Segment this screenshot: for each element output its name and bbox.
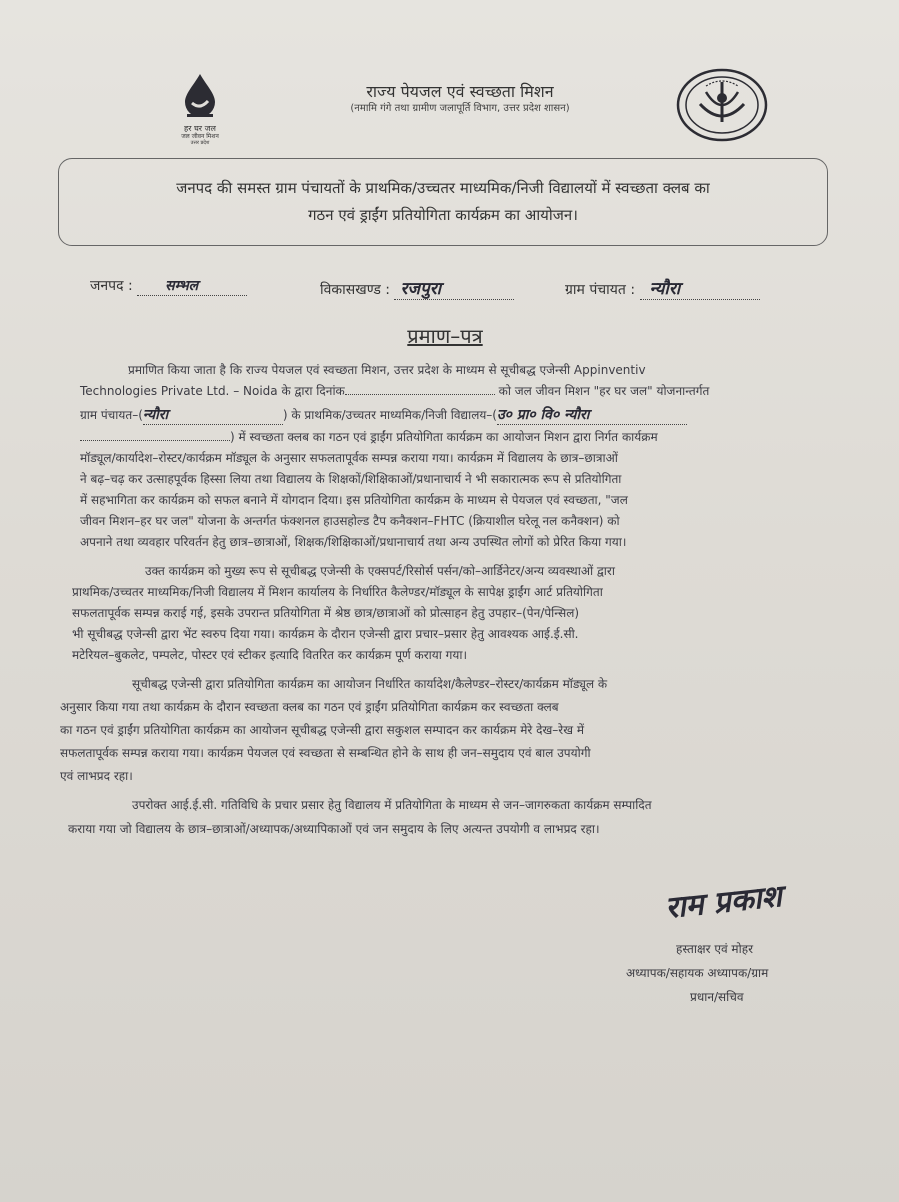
p1-gp-prefix: ग्राम पंचायत–(: [80, 408, 143, 422]
school-blank-cont: [80, 440, 230, 441]
date-blank: [345, 394, 495, 395]
block-value: रजपुरा: [400, 279, 442, 299]
logo-left-text: हर घर जल: [184, 124, 216, 133]
p1-gp-suffix: ) के प्राथमिक/उच्चतर माध्यमिक/निजी विद्यालय–(: [282, 408, 497, 422]
subject-box: [58, 158, 828, 246]
handwritten-signature: राम प्रकाश: [663, 878, 784, 926]
p3-line-2: अनुसार किया गया तथा कार्यक्रम के दौरान स्वच्छता क्लब का गठन एवं ड्राईंग प्रतियोगिता कार्यक्रम कर स्वच्छता क्लब: [60, 700, 559, 714]
p2-line-3: सफलतापूर्वक सम्पन्न कराई गई, इसके उपरान्त प्रतियोगिता में श्रेष्ठ छात्र/छात्राओं को प्रोत्साहन हेतु उपहार–(पेन/पेन्सिल): [72, 606, 580, 620]
p1-line-5: मॉड्यूल/कार्यादेश–रोस्टर/कार्यक्रम मॉड्यूल के अनुसार सफलतापूर्वक सम्पन्न कराया गया। कार्यक्रम में विद्यालय के छात्र–छात्राओं: [80, 451, 618, 465]
p4-line-2: कराया गया जो विद्यालय के छात्र–छात्राओं/अध्यापक/अध्यापिकाओं एवं जन समुदाय के लिए अत्यन्त उपयोगी व लाभप्रद रहा।: [68, 822, 600, 836]
p1-school-value: उ० प्रा० वि० न्यौरा: [496, 407, 590, 423]
district-value-line: [137, 276, 247, 296]
header-title: राज्य पेयजल एवं स्वच्छता मिशन: [366, 82, 554, 101]
p2-line-1: उक्त कार्यक्रम को मुख्य रूप से सूचीबद्ध एजेन्सी के एक्सपर्ट/रिसोर्स पर्सन/को–आर्डिनेटर/अन्य व्यवस्थाओं द्वारा: [145, 564, 615, 578]
p3-line-3: का गठन एवं ड्राईंग प्रतियोगिता कार्यक्रम का आयोजन सूचीबद्ध एजेन्सी द्वारा सकुशल सम्पादन कर कार्यक्रम मेरे देख–रेख में: [60, 723, 585, 737]
signature-caption-1: हस्ताक्षर एवं मोहर: [676, 942, 754, 956]
p1-line-4-text: ) में स्वच्छता क्लब का गठन एवं ड्राईंग प्रतियोगिता कार्यक्रम का आयोजन मिशन द्वारा निर्गत कार्यक्रम: [230, 430, 658, 444]
gram-panchayat-field: [565, 276, 760, 300]
district-label: जनपद :: [90, 278, 133, 294]
p1-line-2-text: Technologies Private Ltd. – Noida के द्वारा दिनांक: [80, 384, 345, 398]
signature-caption-2: अध्यापक/सहायक अध्यापक/ग्राम: [626, 966, 769, 980]
block-value-line: [394, 276, 514, 300]
gp-blank: [143, 405, 283, 425]
block-field: [320, 276, 514, 300]
district-field: [90, 276, 247, 296]
p1-line-6: ने बढ़–चढ़ कर उत्साहपूर्वक हिस्सा लिया तथा विद्यालय के शिक्षकों/शिक्षिकाओं/प्रधानाचार्य ने भी सकारात्मक रूप से प्रतियोगिता: [80, 472, 622, 486]
water-drop-icon: [165, 70, 235, 120]
school-blank: [497, 405, 687, 425]
block-label: विकासखण्ड :: [320, 282, 391, 298]
header-subtitle: (नमामि गंगे तथा ग्रामीण जलापूर्ति विभाग, उत्तर प्रदेश शासन): [350, 103, 570, 114]
signature-caption-3: प्रधान/सचिव: [690, 990, 744, 1004]
p1-line-1: प्रमाणित किया जाता है कि राज्य पेयजल एवं स्वच्छता मिशन, उत्तर प्रदेश के माध्यम से सूचीबद्ध एजेन्सी Appinventiv: [128, 363, 646, 377]
p1-line-2-text-b: को जल जीवन मिशन "हर घर जल" योजनान्तर्गत: [498, 384, 710, 398]
p1-line-9: अपनाने तथा व्यवहार परिवर्तन हेतु छात्र–छात्राओं, शिक्षक/शिक्षिकाओं/प्रधानाचार्य तथा अन्य उपस्थित लोगों को प्रेरित किया गया।: [80, 535, 627, 549]
p4-line-1: उपरोक्त आई.ई.सी. गतिविधि के प्रचार प्रसार हेतु विद्यालय में प्रतियोगिता के माध्यम से जन–जागरुकता कार्यक्रम सम्पादित: [132, 798, 652, 812]
p1-line-3: [80, 405, 687, 425]
gram-panchayat-value: न्यौरा: [649, 279, 681, 299]
gram-panchayat-value-line: [640, 276, 760, 300]
logo-left-sub2: उत्तर प्रदेश: [190, 140, 210, 146]
p2-line-2: प्राथमिक/उच्चतर माध्यमिक/निजी विद्यालय में मिशन कार्यालय के निर्धारित कैलेण्डर/मॉड्यूल के सापेक्ष ड्राईंग आर्ट प्रतियोगिता: [72, 585, 603, 599]
p1-line-8: जीवन मिशन–हर घर जल" योजना के अन्तर्गत फंक्शनल हाउसहोल्ड टैप कनैक्शन–FHTC (क्रियाशील घरेलू नल कनैक्शन) को: [80, 514, 620, 528]
p1-line-4: [80, 428, 658, 445]
certificate-title: प्रमाण–पत्र: [407, 324, 483, 348]
subject-line-1: जनपद की समस्त ग्राम पंचायतों के प्राथमिक/उच्चतर माध्यमिक/निजी विद्यालयों में स्वच्छता क्लब का: [176, 179, 710, 197]
p2-line-4: भी सूचीबद्ध एजेन्सी द्वारा भेंट स्वरुप दिया गया। कार्यक्रम के दौरान एजेन्सी द्वारा प्रचार–प्रसार हेतु आवश्यक आई.ई.सी.: [72, 627, 579, 641]
jal-jeevan-mission-logo: [165, 70, 235, 145]
subject-line-2: गठन एवं ड्राईंग प्रतियोगिता कार्यक्रम का आयोजन।: [308, 206, 578, 224]
gram-panchayat-label: ग्राम पंचायत :: [565, 282, 636, 298]
p1-line-7: में सहभागिता कर कार्यक्रम को सफल बनाने में योगदान दिया। इस प्रतियोगिता कार्यक्रम के माध्यम से पेयजल एवं स्वच्छता, "जल: [80, 493, 628, 507]
p3-line-1: सूचीबद्ध एजेन्सी द्वारा प्रतियोगिता कार्यक्रम का आयोजन निर्धारित कार्यादेश/कैलेण्डर–रोस्टर/कार्यक्रम मॉड्यूल के: [132, 677, 608, 691]
logo-left-sub: जल जीवन मिशन: [181, 133, 219, 140]
p1-gp-value: न्यौरा: [142, 407, 169, 423]
p3-line-5: एवं लाभप्रद रहा।: [60, 769, 133, 783]
p1-line-2: [80, 382, 709, 399]
up-government-seal-icon: [676, 68, 768, 143]
p3-line-4: सफलतापूर्वक सम्पन्न कराया गया। कार्यक्रम पेयजल एवं स्वच्छता से सम्बन्धित होने के साथ ही जन–समुदाय एवं बाल उपयोगी: [60, 746, 591, 760]
district-value: सम्भल: [165, 278, 199, 294]
p2-line-5: मटेरियल–बुकलेट, पम्पलेट, पोस्टर एवं स्टीकर इत्यादि वितरित कर कार्यक्रम पूर्ण कराया गया।: [72, 648, 467, 662]
